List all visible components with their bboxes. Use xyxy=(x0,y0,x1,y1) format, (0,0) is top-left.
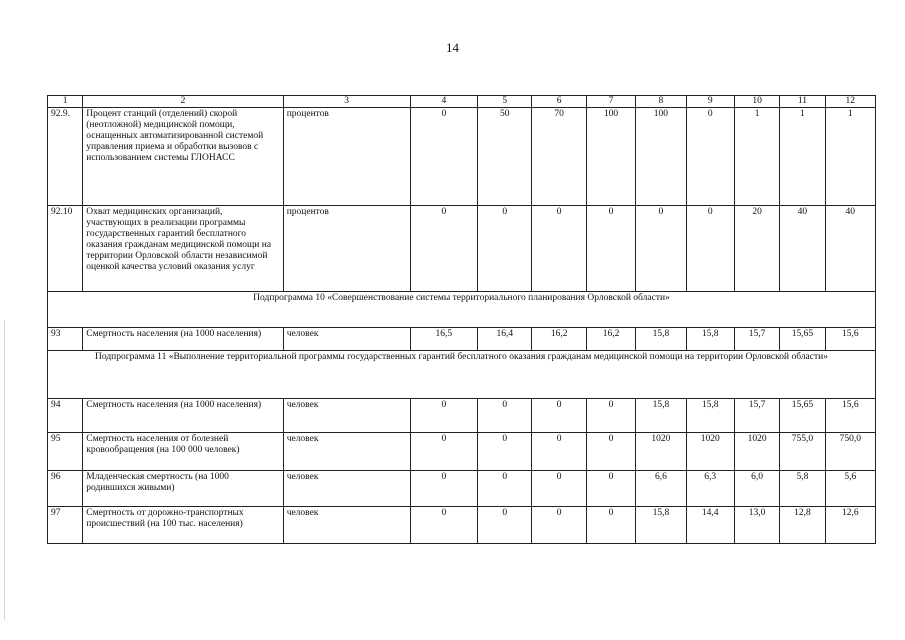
column-header: 10 xyxy=(734,96,779,108)
value-cell: 15,8 xyxy=(686,399,734,433)
value-cell: 13,0 xyxy=(734,507,779,544)
unit-cell: человек xyxy=(283,471,410,507)
row-id: 92.10 xyxy=(48,206,83,292)
column-header: 5 xyxy=(478,96,532,108)
value-cell: 1 xyxy=(825,108,875,206)
indicator-name: Охват медицинских организаций, участвующих в реализации программы государственных гарантий бесплатного оказания гражданам медицинской помощи на территории Орловской области независимой оценкой качества условий оказания услуг xyxy=(83,206,283,292)
value-cell: 0 xyxy=(410,206,477,292)
row-id: 97 xyxy=(48,507,83,544)
table-row xyxy=(48,507,876,544)
value-cell: 0 xyxy=(410,399,477,433)
value-cell: 0 xyxy=(410,507,477,544)
unit-cell: процентов xyxy=(283,108,410,206)
value-cell: 100 xyxy=(586,108,635,206)
indicator-name: Смертность населения (на 1000 населения) xyxy=(83,399,283,433)
value-cell: 1020 xyxy=(636,433,686,471)
indicator-name: Процент станций (отделений) скорой (неотложной) медицинской помощи, оснащенных автоматизированной системой управления приема и обработки вызовов с использованием системы ГЛОНАСС xyxy=(83,108,283,206)
value-cell: 0 xyxy=(586,471,635,507)
section-row xyxy=(48,351,876,399)
value-cell: 0 xyxy=(586,433,635,471)
section-title: Подпрограмма 11 «Выполнение территориальной программы государственных гарантий бесплатного оказания гражданам медицинской помощи на территории Орловской области» xyxy=(48,351,876,399)
value-cell: 0 xyxy=(478,507,532,544)
value-cell: 0 xyxy=(478,433,532,471)
indicator-name: Смертность населения (на 1000 населения) xyxy=(83,328,283,351)
column-header: 12 xyxy=(825,96,875,108)
column-header: 3 xyxy=(283,96,410,108)
unit-cell: человек xyxy=(283,399,410,433)
value-cell: 0 xyxy=(586,399,635,433)
value-cell: 16,4 xyxy=(478,328,532,351)
value-cell: 12,8 xyxy=(780,507,825,544)
value-cell: 15,6 xyxy=(825,399,875,433)
value-cell: 0 xyxy=(686,206,734,292)
column-header: 4 xyxy=(410,96,477,108)
indicator-name: Младенческая смертность (на 1000 родившихся живыми) xyxy=(83,471,283,507)
value-cell: 15,8 xyxy=(686,328,734,351)
value-cell: 6,6 xyxy=(636,471,686,507)
table-row xyxy=(48,206,876,292)
table-row xyxy=(48,433,876,471)
column-header: 7 xyxy=(586,96,635,108)
row-id: 94 xyxy=(48,399,83,433)
value-cell: 0 xyxy=(410,471,477,507)
value-cell: 70 xyxy=(532,108,586,206)
value-cell: 0 xyxy=(586,206,635,292)
value-cell: 12,6 xyxy=(825,507,875,544)
value-cell: 15,65 xyxy=(780,328,825,351)
value-cell: 5,8 xyxy=(780,471,825,507)
value-cell: 40 xyxy=(780,206,825,292)
value-cell: 6,0 xyxy=(734,471,779,507)
unit-cell: человек xyxy=(283,328,410,351)
column-header: 9 xyxy=(686,96,734,108)
value-cell: 0 xyxy=(410,108,477,206)
value-cell: 1 xyxy=(734,108,779,206)
value-cell: 1 xyxy=(780,108,825,206)
table-row xyxy=(48,108,876,206)
value-cell: 1020 xyxy=(734,433,779,471)
unit-cell: процентов xyxy=(283,206,410,292)
value-cell: 0 xyxy=(532,433,586,471)
value-cell: 750,0 xyxy=(825,433,875,471)
value-cell: 15,65 xyxy=(780,399,825,433)
value-cell: 16,2 xyxy=(586,328,635,351)
value-cell: 15,8 xyxy=(636,399,686,433)
row-id: 95 xyxy=(48,433,83,471)
value-cell: 0 xyxy=(532,399,586,433)
value-cell: 15,7 xyxy=(734,399,779,433)
value-cell: 40 xyxy=(825,206,875,292)
table-row xyxy=(48,328,876,351)
column-header: 2 xyxy=(83,96,283,108)
margin-line xyxy=(4,320,5,620)
column-header: 1 xyxy=(48,96,83,108)
row-id: 92.9. xyxy=(48,108,83,206)
value-cell: 15,7 xyxy=(734,328,779,351)
row-id: 96 xyxy=(48,471,83,507)
value-cell: 0 xyxy=(532,206,586,292)
value-cell: 20 xyxy=(734,206,779,292)
column-header: 6 xyxy=(532,96,586,108)
value-cell: 0 xyxy=(478,206,532,292)
column-number-row xyxy=(48,96,876,108)
unit-cell: человек xyxy=(283,433,410,471)
value-cell: 100 xyxy=(636,108,686,206)
section-row xyxy=(48,292,876,328)
value-cell: 15,8 xyxy=(636,328,686,351)
value-cell: 16,2 xyxy=(532,328,586,351)
column-header: 11 xyxy=(780,96,825,108)
value-cell: 0 xyxy=(532,471,586,507)
value-cell: 0 xyxy=(478,399,532,433)
table-row xyxy=(48,399,876,433)
section-title: Подпрограмма 10 «Совершенствование системы территориального планирования Орловской области» xyxy=(48,292,876,328)
indicator-table xyxy=(47,95,876,544)
value-cell: 0 xyxy=(686,108,734,206)
value-cell: 5,6 xyxy=(825,471,875,507)
value-cell: 50 xyxy=(478,108,532,206)
value-cell: 15,6 xyxy=(825,328,875,351)
value-cell: 0 xyxy=(478,471,532,507)
value-cell: 755,0 xyxy=(780,433,825,471)
row-id: 93 xyxy=(48,328,83,351)
value-cell: 0 xyxy=(410,433,477,471)
value-cell: 14,4 xyxy=(686,507,734,544)
value-cell: 0 xyxy=(586,507,635,544)
value-cell: 0 xyxy=(532,507,586,544)
value-cell: 1020 xyxy=(686,433,734,471)
page-number: 14 xyxy=(446,40,459,55)
value-cell: 0 xyxy=(636,206,686,292)
value-cell: 6,3 xyxy=(686,471,734,507)
value-cell: 15,8 xyxy=(636,507,686,544)
table-row xyxy=(48,471,876,507)
column-header: 8 xyxy=(636,96,686,108)
unit-cell: человек xyxy=(283,507,410,544)
value-cell: 16,5 xyxy=(410,328,477,351)
indicator-name: Смертность от дорожно-транспортных происшествий (на 100 тыс. населения) xyxy=(83,507,283,544)
indicator-name: Смертность населения от болезней кровообращения (на 100 000 человек) xyxy=(83,433,283,471)
